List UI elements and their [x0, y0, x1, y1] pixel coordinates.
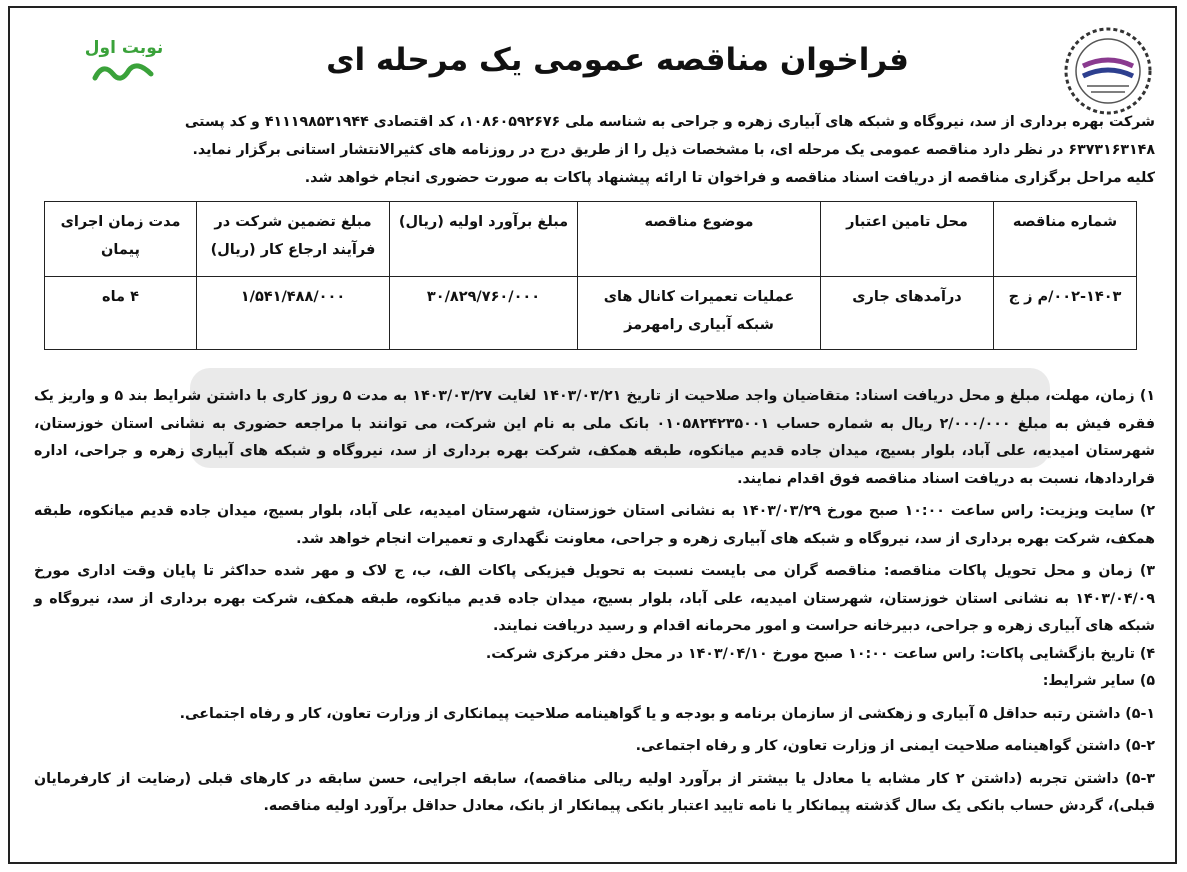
cell-subject: عملیات تعمیرات کانال های شبکه آبیاری رامهرمز — [578, 277, 821, 350]
intro-line: ۶۳۷۳۱۶۳۱۴۸ در نظر دارد مناقصه عمومی یک مرحله ای، با مشخصات ذیل را از طریق درج در روزنامه های کثیرالانتشار استانی برگزار نماید. — [192, 142, 1155, 158]
round-label: نوبت اول — [84, 38, 164, 58]
intro-line: کلیه مراحل برگزاری مناقصه از دریافت اسناد مناقصه و فراخوان تا ارائه پیشنهاد پاکات به صورت حضوری انجام خواهد شد. — [304, 170, 1155, 186]
header-guarantee: مبلغ تضمین شرکت در فرآیند ارجاع کار (ریال) — [197, 202, 390, 277]
tender-table — [44, 201, 1137, 350]
cell-number: ۰۰۲-۱۴۰۳/م ز ج — [994, 277, 1137, 350]
cell-funding: درآمدهای جاری — [821, 277, 994, 350]
header-funding: محل تامین اعتبار — [821, 202, 994, 277]
term-item: ۵-۱) داشتن رتبه حداقل ۵ آبیاری و زهکشی از سازمان برنامه و بودجه و یا گواهینامه صلاحیت پیمانکاری از وزارت تعاون، کار و رفاه اجتماعی. — [179, 705, 1155, 722]
term-item: ۵) سایر شرایط: — [1042, 673, 1155, 689]
header-estimate: مبلغ برآورد اولیه (ریال) — [390, 202, 578, 277]
tender-notice — [8, 6, 1177, 864]
term-item: ۴) تاریخ بازگشایی پاکات: راس ساعت ۱۰:۰۰ صبح مورخ ۱۴۰۳/۰۴/۱۰ در محل دفتر مرکزی شرکت. — [485, 645, 1155, 662]
term-item: ۵-۳) داشتن تجربه (داشتن ۲ کار مشابه یا معادل یا بیشتر از برآورد اولیه ریالی مناقصه)، سابقه اجرایی، حسن سابقه در کارهای قبلی (رضایت از کارفرمایان قبلی)، گردش حساب بانکی یک سال گذشته پیمانکار یا نامه تایید اعتبار بانکی پیمانکار از بانک، معادل حداقل برآورد اولیه مناقصه. — [34, 770, 1155, 814]
intro-line: شرکت بهره برداری از سد، نیروگاه و شبکه های آبیاری زهره و جراحی به شناسه ملی ۱۰۸۶۰۵۹۲۶۷۶، کد اقتصادی ۴۱۱۱۹۸۵۳۱۹۴۴ و کد پستی — [184, 114, 1155, 130]
term-item: ۲) سایت ویزیت: راس ساعت ۱۰:۰۰ صبح مورخ ۱۴۰۳/۰۳/۲۹ به نشانی استان خوزستان، شهرستان امیدیه، علی آباد، بلوار بسیج، میدان جاده قدیم میانکوه، طبقه همکف، شرکت بهره برداری از سد، نیروگاه و شبکه های آبیاری زهره و جراحی، معاونت نگهداری و تعمیرات انجام خواهد شد. — [34, 503, 1155, 547]
intro-paragraph — [34, 108, 1155, 192]
term-item: ۵-۲) داشتن گواهینامه صلاحیت ایمنی از وزارت تعاون، کار و رفاه اجتماعی. — [635, 738, 1155, 754]
cell-duration: ۴ ماه — [45, 277, 197, 350]
term-item: ۳) زمان و محل تحویل پاکات مناقصه: مناقصه گران می بایست نسبت به تحویل فیزیکی پاکات الف، ب، ج لاک و مهر شده حداکثر تا پایان وقت اداری مورخ ۱۴۰۳/۰۴/۰۹ به نشانی استان خوزستان، شهرستان امیدیه، علی آباد، بلوار بسیج، میدان جاده قدیم میانکوه، طبقه همکف، شرکت بهره برداری از سد، نیروگاه و شبکه های آبیاری زهره و جراحی، دبیرخانه حراست و امور محرمانه اقدام و رسید دریافت نمایند. — [34, 563, 1155, 634]
cell-estimate: ۳۰/۸۲۹/۷۶۰/۰۰۰ — [390, 277, 578, 350]
cell-guarantee: ۱/۵۴۱/۴۸۸/۰۰۰ — [197, 277, 390, 350]
header-subject: موضوع مناقصه — [578, 202, 821, 277]
page-title: فراخوان مناقصه عمومی یک مرحله ای — [326, 42, 909, 78]
table-row — [45, 277, 1137, 350]
header-duration: مدت زمان اجرای پیمان — [45, 202, 197, 277]
round-badge — [64, 38, 184, 98]
green-flourish-icon — [89, 58, 159, 86]
terms-section — [34, 383, 1155, 821]
table-header-row — [45, 202, 1137, 277]
term-item: ۱) زمان، مهلت، مبلغ و محل دریافت اسناد: متقاضیان واجد صلاحیت از تاریخ ۱۴۰۳/۰۳/۲۱ لغایت ۱۴۰۳/۰۳/۲۷ به مدت ۵ روز کاری با داشتن شرایط بند ۵ و واریز یک فقره فیش به مبلغ ۲/۰۰۰/۰۰۰ ریال به شماره حساب ۰۱۰۵۸۲۴۲۳۵۰۰۱ بانک ملی به نام این شرکت، می توانند با مراجعه حضوری به نشانی استان خوزستان، شهرستان امیدیه، علی آباد، بلوار بسیج، میدان جاده قدیم میانکوه، طبقه همکف، شرکت بهره برداری از سد، نیروگاه و شبکه های آبیاری زهره و جراحی، اداره قراردادها، نسبت به دریافت اسناد مناقصه فوق اقدام نمایند. — [34, 388, 1156, 487]
company-logo-icon — [1063, 26, 1153, 116]
header-number: شماره مناقصه — [994, 202, 1137, 277]
